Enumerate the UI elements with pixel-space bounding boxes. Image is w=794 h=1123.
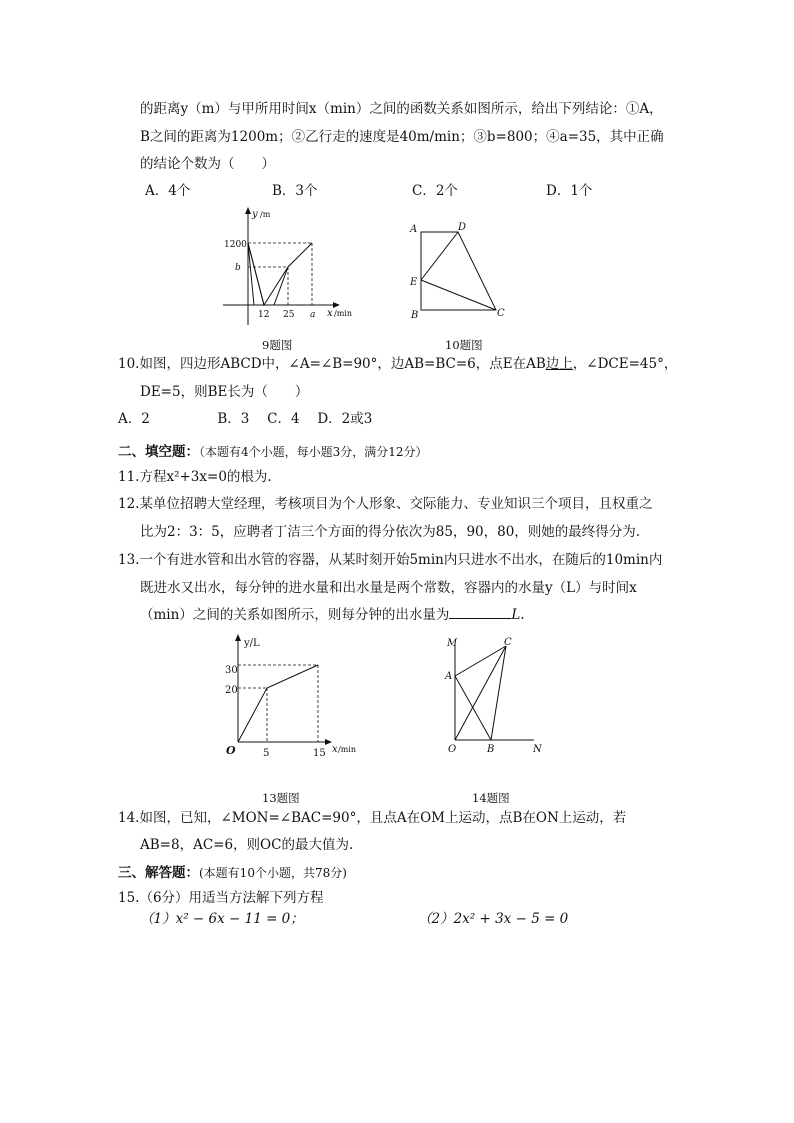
fig14-caption: 14题图 <box>472 791 510 805</box>
fig14-label-m: M <box>447 638 458 649</box>
fig9-y-arrow <box>245 207 251 214</box>
fig9-y-label: y <box>252 209 258 220</box>
fig13-origin: O <box>226 744 236 757</box>
q9-option-c: C．2个 <box>412 183 458 199</box>
fig9-line-v <box>248 243 288 305</box>
q15-equation-2: （2）2x² + 3x − 5 = 0 <box>418 911 569 927</box>
fig9-tick-12: 12 <box>258 310 270 320</box>
fig13-x-unit: /min <box>338 745 356 754</box>
figure-14-diagram <box>440 632 550 757</box>
fig9-x-label: x <box>327 308 333 319</box>
q10-options: A．2 B．3 C．4 D．2或3 <box>118 411 373 427</box>
q10-line-2: DE=5，则BE长为（ ） <box>140 384 309 400</box>
fig10-label-c: C <box>497 308 505 319</box>
fig14-label-b: B <box>487 744 495 755</box>
q15-title: 15.（6分）用适当方法解下列方程 <box>118 890 324 906</box>
q10-line-1: 10.如图，四边形ABCD中，∠A=∠B=90°，边AB=BC=6，点E在AB边上，∠DCE=45°， <box>118 356 678 372</box>
fig10-label-e: E <box>410 277 418 288</box>
q13-line-3: （min）之间的关系如图所示，则每分钟的出水量为 L. <box>140 607 525 623</box>
fig9-line-distance <box>248 243 312 305</box>
figure-10-quadrilateral <box>405 218 515 323</box>
q14-line-2: AB=8，AC=6，则OC的最大值为. <box>140 837 354 853</box>
q13-answer-blank <box>449 606 511 619</box>
fig13-tick-20: 20 <box>225 685 238 696</box>
fig13-y-arrow <box>235 634 241 641</box>
q12-line-1: 12.某单位招聘大堂经理，考核项目为个人形象、交际能力、专业知识三个项目，且权重之 <box>118 496 653 512</box>
fig10-label-b: B <box>411 310 419 321</box>
fig9-caption: 9题图 <box>262 338 293 352</box>
fig10-label-a: A <box>410 224 418 235</box>
fig10-caption: 10题图 <box>445 338 483 352</box>
fig14-label-o: O <box>448 744 457 755</box>
q14-line-1: 14.如图，已知，∠MON=∠BAC=90°，且点A在OM上运动，点B在ON上运动，若 <box>118 810 627 826</box>
fig13-tick-15: 15 <box>313 748 326 759</box>
q9-option-d: D．1个 <box>546 183 593 199</box>
fig13-tick-5: 5 <box>263 748 270 759</box>
section-3-heading: 三、解答题：(本题有10个小题，共78分) <box>118 865 347 881</box>
q9-line-3: 的结论个数为（ ） <box>140 156 275 172</box>
fig10-line-ed <box>421 232 458 280</box>
fig13-x-arrow <box>325 739 332 745</box>
section-2-heading: 二、填空题：（本题有4个小题，每小题3分，满分12分） <box>118 444 428 460</box>
fig10-label-d: D <box>458 222 467 233</box>
q15-equation-1: （1）x² − 6x − 11 = 0； <box>140 911 304 927</box>
fig14-label-n: N <box>533 744 542 755</box>
figure-9-graph <box>218 205 368 330</box>
q9-line-2: B之间的距离为1200m；②乙行走的速度是40m/min；③b=800；④a=35，其中正确 <box>140 129 664 145</box>
fig13-caption: 13题图 <box>262 791 300 805</box>
q13-line-1: 13.一个有进水管和出水管的容器，从某时刻开始5min内只进水不出水，在随后的10min内 <box>118 552 663 568</box>
fig9-tick-a: a <box>310 310 316 320</box>
fig9-tick-1200: 1200 <box>224 240 247 250</box>
fig14-label-a: A <box>445 671 453 682</box>
q9-option-a: A．4个 <box>145 183 191 199</box>
fig13-tick-30: 30 <box>225 665 238 676</box>
q12-line-2: 比为2：3：5，应聘者丁洁三个方面的得分依次为85，90，80，则她的最终得分为. <box>140 524 641 540</box>
fig14-label-c: C <box>504 637 512 648</box>
fig10-line-ec <box>421 280 496 310</box>
fig9-tick-25: 25 <box>283 310 295 320</box>
q13-line-2: 既进水又出水，每分钟的进水量和出水量是两个常数，容器内的水量y（L）与时间x <box>140 580 637 596</box>
fig10-quad-abcd <box>421 232 496 310</box>
q9-option-b: B．3个 <box>272 183 318 199</box>
figure-13-graph <box>220 630 365 760</box>
fig13-water-line <box>238 665 318 742</box>
q11-text: 11.方程x²+3x=0的根为. <box>118 469 272 485</box>
fig9-y-unit: /m <box>260 210 271 219</box>
fig9-tick-b: b <box>235 263 241 273</box>
q9-line-1: 的距离y（m）与甲所用时间x（min）之间的函数关系如图所示，给出下列结论：①A， <box>140 101 663 117</box>
fig9-x-arrow <box>333 302 340 308</box>
fig9-x-unit: /min <box>334 309 352 318</box>
fig13-x-label: x <box>332 744 338 755</box>
fig13-y-label: y/L <box>244 638 260 649</box>
